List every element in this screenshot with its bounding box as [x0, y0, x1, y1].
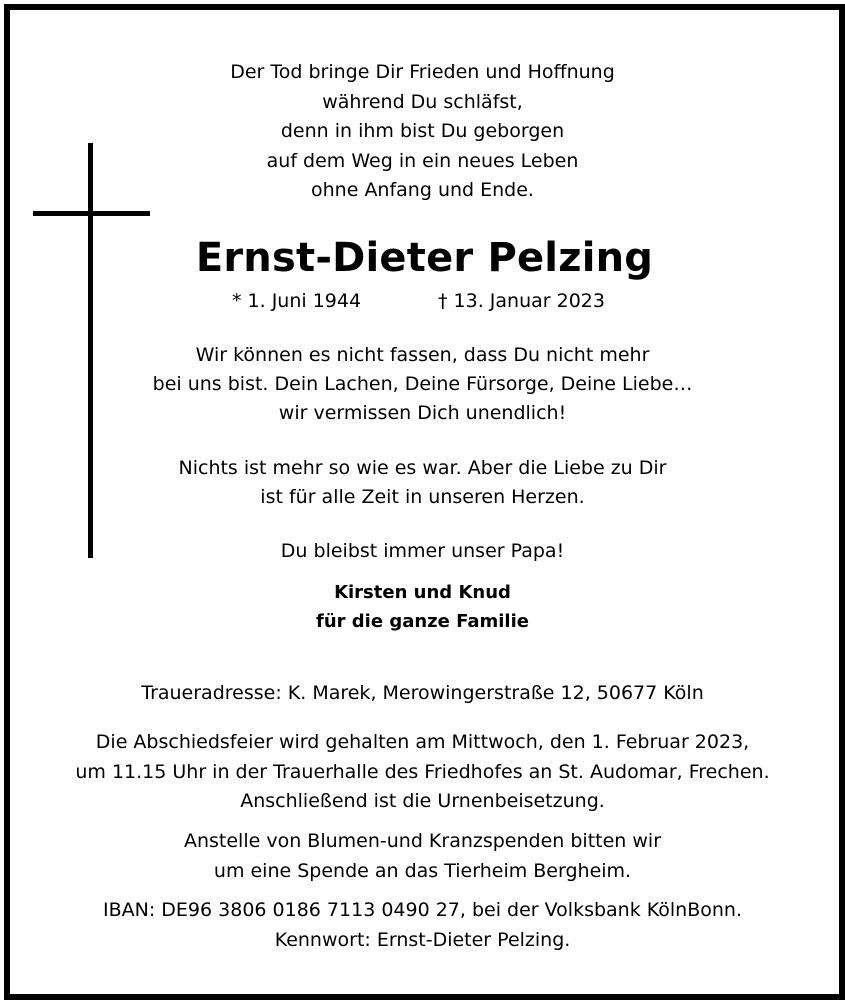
message-paragraph-2 — [0, 454, 845, 512]
poem-line: auf dem Weg in ein neues Leben — [266, 149, 579, 172]
deceased-name: Ernst-Dieter Pelzing — [195, 235, 654, 281]
cross-icon-crossbar — [33, 211, 150, 216]
signature — [0, 578, 845, 636]
ceremony-line: Anschließend ist die Urnenbeisetzung. — [240, 790, 605, 812]
message-line: wir vermissen Dich unendlich! — [278, 402, 567, 424]
message-line: Nichts ist mehr so wie es war. Aber die Liebe zu Dir — [178, 457, 667, 479]
ceremony-info — [0, 728, 845, 817]
poem-line: ohne Anfang und Ende. — [311, 179, 534, 201]
message-line: Wir können es nicht fassen, dass Du nicht mehr — [195, 344, 650, 366]
mourning-address — [0, 678, 845, 708]
message-paragraph-3 — [0, 536, 845, 566]
birth-date: * 1. Juni 1944 — [232, 290, 362, 312]
address-line: Traueradresse: K. Marek, Merowingerstraße 12, 50677 Köln — [141, 682, 704, 704]
poem — [0, 58, 845, 206]
iban-line: IBAN: DE96 3806 0186 7113 0490 27, bei der Volksbank KölnBonn. — [103, 899, 742, 921]
poem-line: denn in ihm bist Du geborgen — [280, 120, 565, 142]
poem-line: Der Tod bringe Dir Frieden und Hoffnung — [230, 61, 615, 83]
death-date: † 13. Januar 2023 — [438, 290, 605, 312]
donation-line: Anstelle von Blumen-und Kranzspenden bitten wir — [183, 830, 662, 852]
message-line: Du bleibst immer unser Papa! — [280, 540, 565, 562]
signature-family: für die ganze Familie — [316, 611, 529, 632]
life-dates — [0, 286, 845, 316]
message-line: ist für alle Zeit in unseren Herzen. — [260, 486, 585, 508]
ceremony-line: um 11.15 Uhr in der Trauerhalle des Friedhofes an St. Audomar, Frechen. — [75, 760, 770, 783]
keyword-line: Kennwort: Ernst-Dieter Pelzing. — [274, 929, 571, 951]
poem-line: während Du schläfst, — [322, 90, 523, 113]
message-paragraph-1 — [0, 341, 845, 428]
donation-line: um eine Spende an das Tierheim Bergheim. — [213, 859, 632, 882]
message-line: bei uns bist. Dein Lachen, Deine Fürsorge, Deine Liebe… — [152, 373, 693, 395]
bank-details — [0, 895, 845, 955]
donation-request — [0, 827, 845, 886]
ceremony-line: Die Abschiedsfeier wird gehalten am Mittwoch, den 1. Februar 2023, — [95, 731, 750, 753]
signature-names: Kirsten und Knud — [334, 582, 511, 603]
